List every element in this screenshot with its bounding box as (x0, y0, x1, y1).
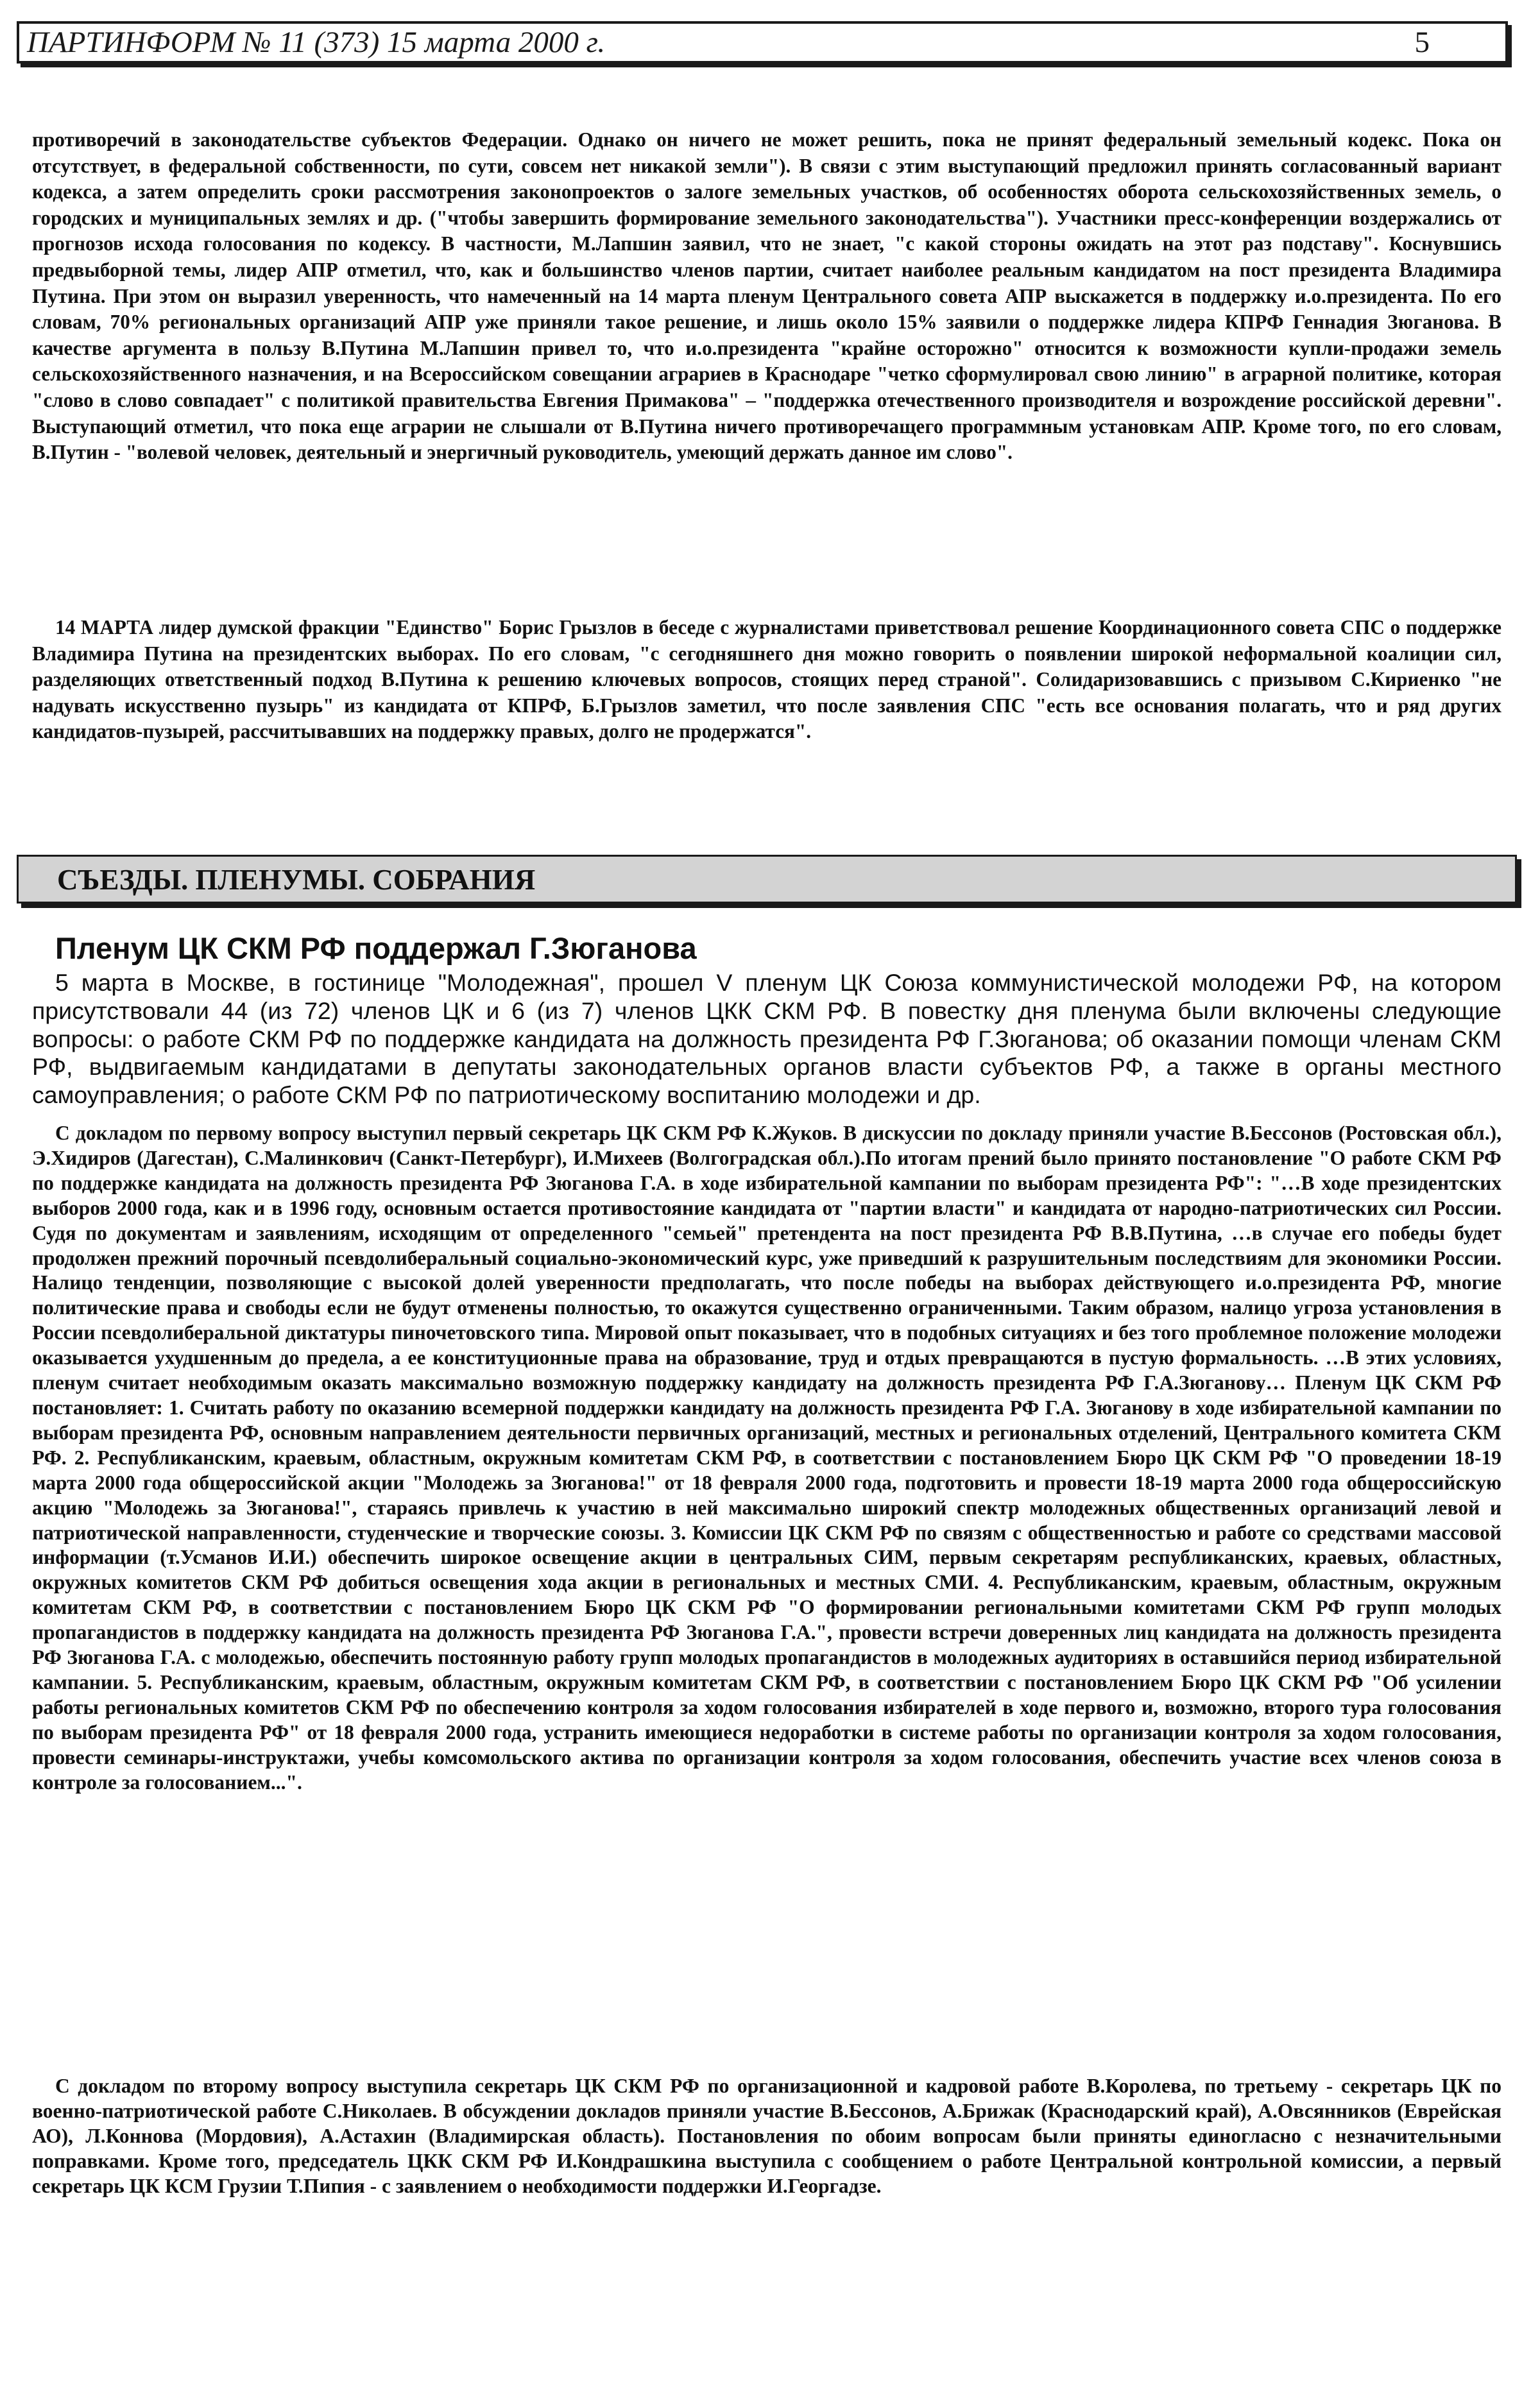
section-heading: СЪЕЗДЫ. ПЛЕНУМЫ. СОБРАНИЯ (57, 864, 536, 896)
page-number: 5 (1414, 26, 1430, 59)
article-title: Пленум ЦК СКМ РФ поддержал Г.Зюганова (55, 931, 697, 965)
paragraph-edinstvo: 14 МАРТА лидер думской фракции "Единство" Борис Грызлов в беседе с журналистами приветствовал решение Координационного совета СПС о поддержке Владимира Путина на президентских выборах. По его словам, "с сегодняшнего дня можно говорить о появлении широкой неформальной коалиции сил, разделяющих ответственный подход В.Путина к решению ключевых вопросов, стоящих перед страной". Солидаризовавшись с призывом С.Кириенко "не надувать искусственно пузырь" из кандидата от КПРФ, Б.Грызлов заметил, что после заявления СПС "есть все основания полагать, что и ряд других кандидатов-пузырей, рассчитывавших на поддержку правых, долго не продержатся". (32, 616, 1502, 743)
publication-title: ПАРТИНФОРМ № 11 (373) 15 марта 2000 г. (27, 26, 606, 59)
article-lead: 5 марта в Москве, в гостинице "Молодежная", прошел V пленум ЦК Союза коммунистической молодежи РФ, на котором присутствовали 44 (из 72) членов ЦК и 6 (из 7) членов ЦКК СКМ РФ. В повестку дня пленума были включены следующие вопросы: о работе СКМ РФ по поддержке кандидата на должность президента РФ Г.Зюганова; об оказании помощи членам СКМ РФ, выдвигаемым кандидатами в депутаты законодательных органов власти субъектов РФ, а также в органы местного самоуправления; о работе СКМ РФ по патриотическому воспитанию молодежи и др. (32, 969, 1502, 1109)
page-header (17, 21, 1508, 64)
paragraph-land-code: противоречий в законодательстве субъектов Федерации. Однако он ничего не может решить, пока не принят федеральный земельный кодекс. Пока он отсутствует, в федеральной собственности, по сути, совсем нет никакой земли"). В связи с этим выступающий предложил принять согласованный вариант кодекса, а затем определить сроки рассмотрения законопроектов о залоге земельных участков, об особенностях оборота сельскохозяйственных земель, о городских и муниципальных землях и др. ("чтобы завершить формирование земельного законодательства"). Участники пресс-конференции воздержались от прогнозов исхода голосования по кодексу. В частности, М.Лапшин заявил, что не знает, "с какой стороны ожидать на этот раз подставу". Коснувшись предвыборной темы, лидер АПР отметил, что, как и большинство членов партии, считает наиболее реальным кандидатом на пост президента Владимира Путина. При этом он выразил уверенность, что намеченный на 14 марта пленум Центрального совета АПР выскажется в поддержку и.о.президента. По его словам, 70% региональных организаций АПР уже приняли такое решение, и лишь около 15% заявили о поддержке лидера КПРФ Геннадия Зюганова. В качестве аргумента в пользу В.Путина М.Лапшин привел то, что и.о.президента "крайне осторожно" относится к возможности купли-продажи земель сельскохозяйственного назначения, и на Всероссийском совещании аграриев в Краснодаре "четко сформулировал свою линию" в аграрной политике, которая "слово в слово совпадает" с политикой правительства Евгения Примакова" – "поддержка отечественного производителя и возрождение российской деревни". Выступающий отметил, что пока еще аграрии не слышали от В.Путина ничего противоречащего программным установкам АПР. Кроме того, по его словам, В.Путин - "волевой человек, деятельный и энергичный руководитель, умеющий держать данное им слово". (32, 128, 1502, 464)
article-body-second: С докладом по второму вопросу выступила секретарь ЦК СКМ РФ по организационной и кадровой работе В.Королева, по третьему - секретарь ЦК по военно-патриотической работе С.Николаев. В обсуждении докладов приняли участие В.Бессонов, А.Брижак (Краснодарский край), А.Овсянников (Еврейская АО), Л.Коннова (Мордовия), А.Астахин (Владимирская область). Постановления по обоим вопросам были приняты единогласно с незначительными поправками. Кроме того, председатель ЦКК СКМ РФ И.Кондрашкина выступила с сообщением о работе Центральной контрольной комиссии, а первый секретарь ЦК КСМ Грузии Т.Пипия - с заявлением о необходимости поддержки И.Георгадзе. (32, 2075, 1502, 2197)
article-body-first: С докладом по первому вопросу выступил первый секретарь ЦК СКМ РФ К.Жуков. В дискуссии по докладу приняли участие В.Бессонов (Ростовская обл.), Э.Хидиров (Дагестан), С.Малинкович (Санкт-Петербург), И.Михеев (Волгоградская обл.).По итогам прений было принято постановление "О работе СКМ РФ по поддержке кандидата на должность президента РФ Зюганова Г.А. в ходе избирательной кампании по выборам президента РФ": "…В ходе президентских выборов 2000 года, как и в 1996 году, основным остается противостояние кандидата от "партии власти" и кандидата от народно-патриотических сил России. Судя по документам и заявлениям, исходящим от определенного "семьей" претендента на пост президента РФ В.В.Путина, …в случае его победы будет продолжен прежний порочный псевдолиберальный социально-экономический курс, уже приведший к разрушительным последствиям для экономики России. Налицо тенденции, позволяющие с высокой долей уверенности предполагать, что после победы на выборах действующего и.о.президента РФ, многие политические права и свободы если не будут отменены полностью, то окажутся существенно ограниченными. Таким образом, налицо угроза установления в России псевдолиберальной диктатуры пиночетовского типа. Мировой опыт показывает, что в подобных ситуациях и без того проблемное положение молодежи оказывается ухудшенным до предела, а ее конституционные права на образование, труд и отдых превращаются в пустую формальность. …В этих условиях, пленум считает необходимым оказать максимально возможную поддержку кандидату на должность президента РФ Г.А.Зюганову… Пленум ЦК СКМ РФ постановляет: 1. Считать работу по оказанию всемерной поддержки кандидату на должность президента РФ Г.А. Зюганову в ходе избирательной кампании по выборам президента РФ, основным направлением деятельности первичных организаций, местных и региональных отделений, Центрального комитета СКМ РФ. 2. Республиканским, краевым, областным, окружным комитетам СКМ РФ, в соответствии с постановлением Бюро ЦК СКМ РФ "О проведении 18-19 марта 2000 года общероссийской акции "Молодежь за Зюганова!" от 18 февраля 2000 года, подготовить и провести 18-19 марта 2000 года общероссийскую акцию "Молодежь за Зюганова!", стараясь привлечь к участию в ней максимально широкий спектр молодежных общественных организаций левой и патриотической направленности, студенческие и творческие союзы. 3. Комиссии ЦК СКМ РФ по связям с общественностью и работе со средствами массовой информации (т.Усманов И.И.) обеспечить широкое освещение акции в центральных СИМ, первым секретарям республиканских, краевых, областных, окружных комитетов СКМ РФ добиться освещения хода акции в региональных и местных СМИ. 4. Республиканским, краевым, областным, окружным комитетам СКМ РФ, в соответствии с постановлением Бюро ЦК СКМ РФ "О формировании региональными комитетами СКМ РФ групп молодых пропагандистов в поддержку кандидата на должность президента РФ Зюганова Г.А.", провести встречи доверенных лиц кандидата на должность президента РФ Зюганова Г.А. с молодежью, обеспечить постоянную работу групп молодых пропагандистов в молодежных аудиториях в оставшийся период избирательной кампании. 5. Республиканским, краевым, областным, окружным комитетам СКМ РФ, в соответствии с постановлением Бюро ЦК СКМ РФ "Об усилении работы региональных комитетов СКМ РФ по обеспечению контроля за ходом голосования избирателей в ходе первого и, возможно, второго тура голосования по выборам президента РФ" от 18 февраля 2000 года, устранить имеющиеся недоработки в системе работы по организации контроля за ходом голосования, провести семинары-инструктажи, учебы комсомольского актива по организации контроля за ходом голосования, обеспечить участие всех членов союза в контроле за голосованием...". (32, 1122, 1502, 1794)
section-heading-banner (17, 855, 1517, 904)
